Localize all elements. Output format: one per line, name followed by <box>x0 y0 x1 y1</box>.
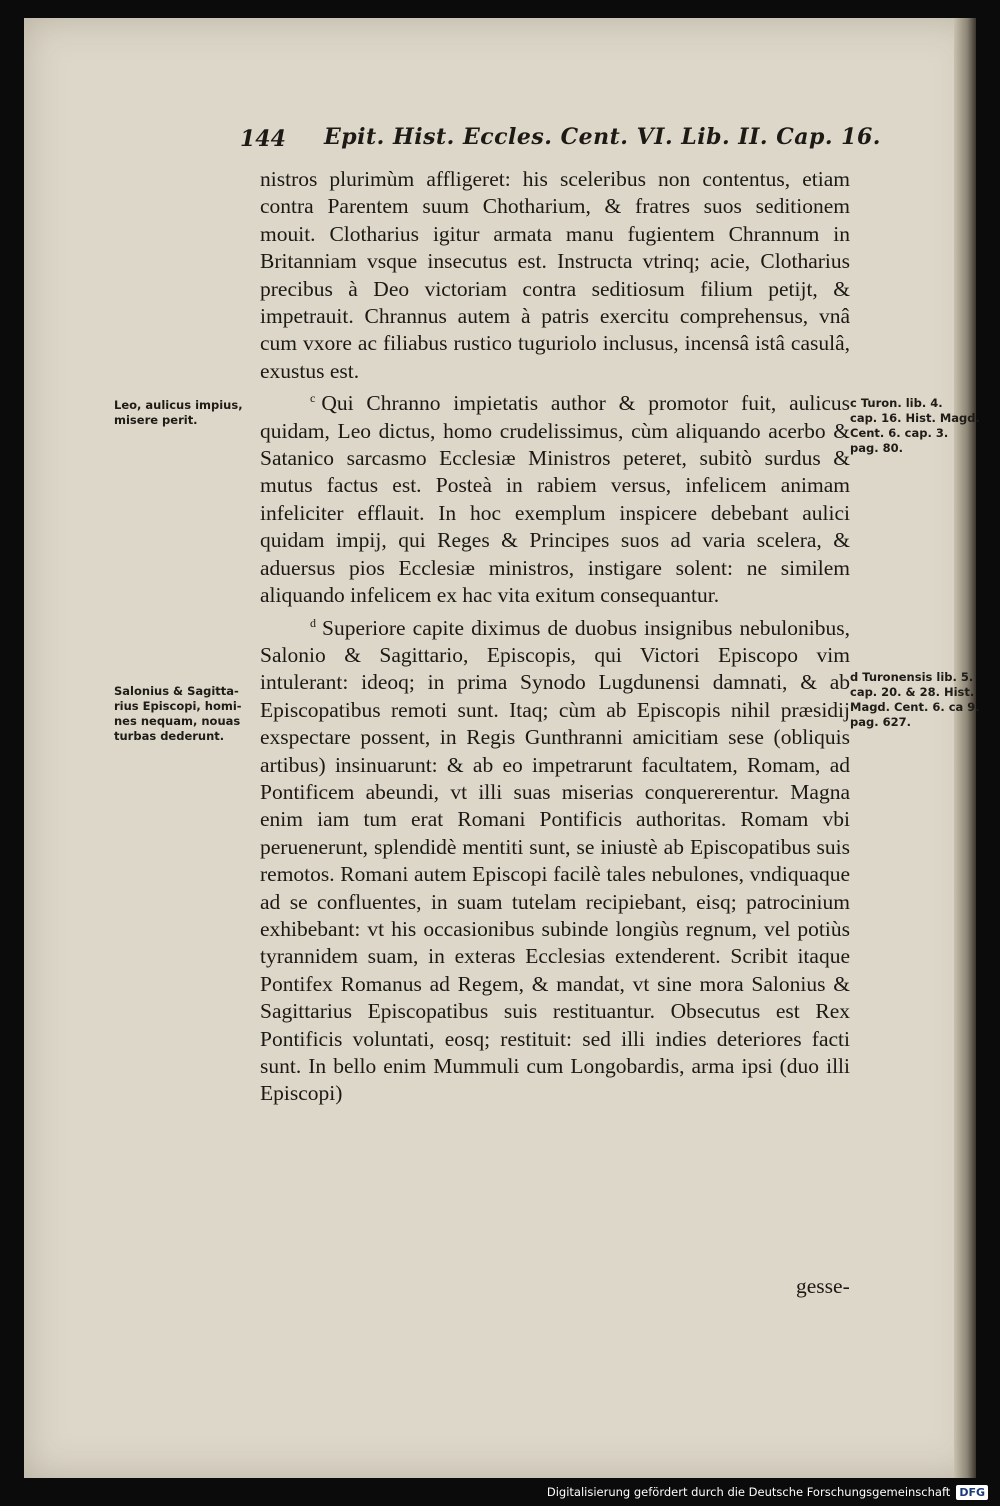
margin-note-line: Salonius & Sagitta- <box>114 684 239 698</box>
footnote-line: pag. 80. <box>850 441 903 455</box>
running-title: Epit. Hist. Eccles. Cent. VI. Lib. II. Cap. 16. <box>324 124 881 150</box>
paragraph-2-text: Qui Chranno impietatis author & promotor fuit, aulicus quidam, Leo dictus, homo crudelissimus, cùm aliquando acerbo & Satanico sarcasmo Ecclesiæ Ministros peteret, subitò surdus & mutus factus est. Posteà in rabiem versus, infelicem animam infeliciter efflauit. In hoc exemplum inspicere debebant aulici quidam impij, qui Reges & Principes suos ad varia scelera, & aduersus pios Ecclesiæ ministros, instigare solent: ne similem aliquando infelicem ex hac vita exitum consequantur. <box>260 391 850 608</box>
footnote-c <box>850 396 1000 456</box>
paragraph-3-text: Superiore capite diximus de duobus insignibus nebulonibus, Salonio & Sagittario, Episcopis, qui Victori Episcopo vim intulerant: ideoq; in prima Synodo Lugdunensi damnati, & ab Episcopatibus remoti sunt. Itaq; cùm ab Episcopis nihil præsidij exspectare possent, in Regis Gunthranni amicitiam sese (obliquis artibus) insinuarunt: & ab eo impetrarunt facultatem, Romam, ad Pontificem abeundi, vt illi suas miserias conquererentur. Magna enim iam tum erat Romani Pontificis authoritas. Romam vbi peruenerunt, splendidè mentiti sunt, se iniustè ab Episcopatibus suis remotos. Romani autem Episcopi facilè tales nebulones, vndiquaque ad se confluentes, in suam tutelam recipiebant, eisq; patrocinium exhibebant: vt his occasionibus subinde longiùs regnum, vel potiùs tyrannidem suam, in exteras Ecclesias extenderent. Scribit itaque Pontifex Romanus ad Regem, & mandat, vt sine mora Salonius & Sagittarius Episcopatibus suis restituantur. Obsecutus est Rex Pontificis voluntati, eosq; restituit: sed illi indies deteriores facti sunt. In bello enim Mummuli cum Longobardis, arma ipsi (duo illi Episcopi) <box>260 615 850 1106</box>
book-page <box>24 18 980 1478</box>
margin-note-salonius <box>114 684 279 744</box>
margin-note-leo <box>114 398 279 428</box>
main-text-block <box>260 166 850 1108</box>
margin-note-line: nes nequam, nouas <box>114 714 241 728</box>
footnote-line: cap. 16. Hist. Magd. <box>850 411 980 425</box>
paragraph-3 <box>260 610 850 1108</box>
margin-note-line: turbas dederunt. <box>114 729 225 743</box>
margin-note-line: Leo, aulicus impius, <box>114 398 243 412</box>
catchword: gesse- <box>796 1274 850 1298</box>
footnote-mark-d: d <box>310 615 316 630</box>
footnote-line: d Turonensis lib. 5. <box>850 670 974 684</box>
footnote-line: c Turon. lib. 4. <box>850 396 943 410</box>
margin-note-line: rius Episcopi, homi- <box>114 699 242 713</box>
footnote-d <box>850 670 1000 730</box>
digitization-footer <box>0 1478 1000 1506</box>
page-spine-shadow <box>954 18 976 1478</box>
footnote-mark-c: c <box>310 391 316 406</box>
paragraph-2 <box>260 385 850 609</box>
footer-credit: Digitalisierung gefördert durch die Deutsche Forschungsgemeinschaft <box>546 1485 951 1499</box>
footnote-line: Cent. 6. cap. 3. <box>850 426 949 440</box>
dfg-logo-icon: DFG <box>956 1485 988 1500</box>
footnote-line: Magd. Cent. 6. ca 9. <box>850 700 980 714</box>
page-number: 144 <box>240 126 286 152</box>
paragraph-1: nistros plurimùm affligeret: his sceleribus non contentus, etiam contra Parentem suum Chotharium, & fratres suos seditionem mouit. Clotharius igitur armata manu fugientem Chrannum in Britanniam vsque insecutus est. Instructa vtrinq; acie, Clotharius precibus à Deo victoriam contra seditiosum filium petijt, & impetrauit. Chrannus autem à patris exercitu comprehensus, vnâ cum vxore ac filiabus rustico tuguriolo inclusus, incensâ istâ casulâ, exustus est. <box>260 167 850 383</box>
footnote-line: cap. 20. & 28. Hist. <box>850 685 975 699</box>
running-head <box>24 114 976 154</box>
margin-note-line: misere perit. <box>114 413 198 427</box>
footnote-line: pag. 627. <box>850 715 911 729</box>
